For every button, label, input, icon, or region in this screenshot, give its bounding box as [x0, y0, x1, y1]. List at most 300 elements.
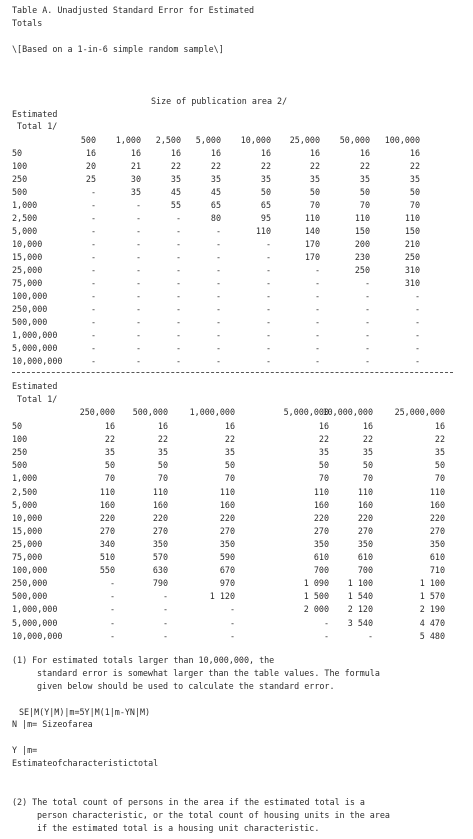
table-cell: - [135, 317, 141, 327]
table-cell: - [135, 304, 141, 314]
table-cell: - [175, 278, 181, 288]
table-cell: 25 [85, 174, 96, 184]
row-label: 250,000 [12, 578, 48, 589]
table-cell: 220 [99, 512, 115, 523]
table-cell: 210 [404, 239, 420, 249]
table-cell: 16 [224, 421, 235, 431]
row-label: 250 [12, 174, 28, 184]
column-header: 5,000 [195, 135, 221, 145]
table-cell: 170 [304, 239, 320, 249]
table-cell: 22 [362, 434, 373, 445]
column-header: 50,000 [339, 135, 370, 145]
row-label: 2,500 [12, 486, 38, 497]
footnote-1-line-1: (1) For estimated totals larger than 10,000,000, the [12, 655, 275, 665]
table-cell: 550 [99, 565, 115, 576]
table-cell: - [265, 343, 271, 353]
table-cell: - [414, 356, 420, 366]
table-cell: 70 [434, 473, 445, 484]
table-cell: 70 [224, 473, 235, 484]
table-cell: - [135, 278, 141, 288]
column-header: 10,000 [240, 135, 271, 145]
table-cell: 310 [404, 265, 420, 275]
table-cell: - [215, 330, 221, 340]
table-cell: 50 [362, 460, 373, 471]
table-cell: - [175, 265, 181, 275]
table-cell: - [414, 317, 420, 327]
table-cell: 50 [260, 187, 271, 197]
table-cell: 35 [359, 174, 370, 184]
table-cell: 630 [152, 565, 168, 576]
table-cell: 65 [260, 200, 271, 210]
row-label: 250 [12, 447, 28, 458]
table-cell: 45 [210, 187, 221, 197]
row-label: 15,000 [12, 252, 43, 262]
table-cell: 110 [255, 226, 271, 236]
table-cell: 22 [224, 434, 235, 445]
table-cell: 70 [362, 473, 373, 484]
table-cell: 270 [152, 525, 168, 536]
table-cell: 55 [170, 200, 181, 210]
table-cell: 270 [429, 525, 445, 536]
table-cell: - [314, 317, 320, 327]
table-cell: 50 [318, 460, 329, 471]
formula-line-3: Y |m= [12, 745, 38, 755]
table-cell: 16 [309, 148, 320, 158]
row-label: 25,000 [12, 538, 43, 549]
table-cell: 22 [170, 161, 181, 171]
table-cell: - [135, 252, 141, 262]
sample-basis-note: \[Based on a 1-in-6 simple random sample\] [12, 44, 224, 54]
table-cell: 1 100 [347, 578, 373, 589]
table-cell: 35 [130, 187, 141, 197]
table-cell: - [414, 291, 420, 301]
column-header: 100,000 [384, 135, 420, 145]
table-cell: 35 [157, 447, 168, 458]
table-cell: - [229, 630, 235, 641]
table-cell: 340 [99, 538, 115, 549]
table-cell: 70 [409, 200, 420, 210]
table-cell: - [314, 356, 320, 366]
table-cell: 110 [152, 486, 168, 497]
row-label: 1,000,000 [12, 330, 58, 340]
table-cell: 16 [434, 421, 445, 431]
table-cell: - [364, 317, 370, 327]
table-cell: - [90, 291, 96, 301]
table-cell: 160 [152, 499, 168, 510]
table-cell: - [109, 604, 115, 615]
table-cell: 1 120 [209, 591, 235, 602]
table-cell: - [162, 604, 168, 615]
table-cell: - [364, 304, 370, 314]
table-cell: - [265, 291, 271, 301]
table-cell: - [323, 617, 329, 628]
table-cell: 110 [404, 213, 420, 223]
row-label: 500 [12, 460, 28, 471]
table-cell: 230 [354, 252, 370, 262]
table-cell: - [314, 265, 320, 275]
table-cell: 220 [219, 512, 235, 523]
table-cell: 2 190 [419, 604, 445, 615]
table-cell: - [175, 343, 181, 353]
row-label: 100 [12, 434, 28, 445]
table-cell: 140 [304, 226, 320, 236]
row-label: 2,500 [12, 213, 38, 223]
table-cell: - [265, 330, 271, 340]
section-divider [12, 372, 453, 373]
table-cell: - [162, 617, 168, 628]
table-cell: 220 [429, 512, 445, 523]
column-header: 1,000,000 [189, 407, 235, 417]
table-cell: - [135, 226, 141, 236]
table-cell: 270 [99, 525, 115, 536]
footnote-2-line-2: person characteristic, or the total count of housing units in the area [37, 810, 390, 820]
table-cell: - [175, 226, 181, 236]
table-cell: - [215, 356, 221, 366]
table-cell: 16 [170, 148, 181, 158]
table-cell: - [364, 356, 370, 366]
table-cell: - [364, 278, 370, 288]
table-cell: 1 500 [303, 591, 329, 602]
table-cell: - [135, 265, 141, 275]
table-cell: - [162, 591, 168, 602]
table-cell: 970 [219, 578, 235, 589]
row-label: 10,000,000 [12, 630, 63, 641]
table-cell: 510 [99, 552, 115, 562]
table-cell: 16 [359, 148, 370, 158]
table-cell: - [215, 239, 221, 249]
table-cell: - [229, 617, 235, 628]
table-cell: 50 [409, 187, 420, 197]
table-cell: 16 [409, 148, 420, 158]
table-cell: - [135, 239, 141, 249]
table-cell: 570 [152, 552, 168, 562]
table-cell: 16 [210, 148, 221, 158]
table-cell: - [314, 291, 320, 301]
table-cell: 170 [304, 252, 320, 262]
column-header: 5,000,000 [283, 407, 329, 417]
table-cell: - [175, 304, 181, 314]
row-label: 5,000,000 [12, 343, 58, 353]
table-cell: 35 [104, 447, 115, 458]
table-cell: 4 470 [419, 617, 445, 628]
table-cell: 70 [318, 473, 329, 484]
row-label: 100,000 [12, 291, 48, 301]
table-cell: 610 [357, 552, 373, 562]
table-cell: 22 [260, 161, 271, 171]
table-cell: 160 [429, 499, 445, 510]
table-cell: - [314, 278, 320, 288]
table-cell: 16 [157, 421, 168, 431]
table-cell: 5 480 [419, 630, 445, 641]
table-cell: - [90, 187, 96, 197]
table-cell: 350 [313, 538, 329, 549]
table-cell: 110 [357, 486, 373, 497]
formula-line-4: Estimateofcharacteristictotal [12, 758, 159, 768]
table-cell: 16 [130, 148, 141, 158]
table-cell: 1 100 [419, 578, 445, 589]
formula-line-1: SE|M(Y|M)|m=5Y|M(1|m-YN|M) [19, 707, 151, 717]
column-header: 2,500 [155, 135, 181, 145]
column-header: 10,000,000 [322, 407, 373, 417]
table-title-line-2: Totals [12, 18, 43, 28]
table-cell: 1 540 [347, 591, 373, 602]
table-cell: 160 [99, 499, 115, 510]
table-cell: - [135, 213, 141, 223]
table-cell: - [90, 265, 96, 275]
table-title-line-1: Table A. Unadjusted Standard Error for Estimated [12, 5, 255, 15]
estimated-total-label-2: Total 1/ [17, 121, 58, 131]
table-cell: 350 [429, 538, 445, 549]
table-cell: 2 120 [347, 604, 373, 615]
table-cell: - [265, 356, 271, 366]
table-cell: 160 [219, 499, 235, 510]
table-cell: 270 [357, 525, 373, 536]
table-cell: - [90, 252, 96, 262]
table-cell: 30 [130, 174, 141, 184]
table-cell: 35 [260, 174, 271, 184]
table-cell: - [265, 252, 271, 262]
table-cell: 350 [219, 538, 235, 549]
table-cell: - [215, 226, 221, 236]
table-cell: 95 [260, 213, 271, 223]
table-cell: 790 [152, 578, 168, 589]
table-cell: 16 [104, 421, 115, 431]
table-cell: 250 [354, 265, 370, 275]
table-cell: 150 [404, 226, 420, 236]
row-label: 10,000 [12, 239, 43, 249]
table-cell: - [90, 239, 96, 249]
table-cell: - [364, 330, 370, 340]
table-cell: - [135, 343, 141, 353]
table-cell: 150 [354, 226, 370, 236]
row-label: 500,000 [12, 591, 48, 602]
column-header: 250,000 [79, 407, 115, 417]
column-header: 500,000 [132, 407, 168, 417]
table-cell: 350 [357, 538, 373, 549]
table-cell: 70 [309, 200, 320, 210]
table-cell: 35 [210, 174, 221, 184]
table-cell: 270 [313, 525, 329, 536]
table-cell: - [215, 265, 221, 275]
table-cell: - [135, 356, 141, 366]
row-label: 250,000 [12, 304, 48, 314]
table-cell: - [90, 200, 96, 210]
table-cell: - [414, 330, 420, 340]
table-cell: 200 [354, 239, 370, 249]
table-cell: 16 [318, 421, 329, 431]
column-header: 25,000,000 [394, 407, 445, 417]
row-label: 25,000 [12, 265, 43, 275]
table-cell: - [90, 317, 96, 327]
table-cell: - [265, 317, 271, 327]
table-cell: 220 [152, 512, 168, 523]
table-cell: 70 [104, 473, 115, 484]
table-cell: 22 [309, 161, 320, 171]
footnote-1-line-3: given below should be used to calculate the standard error. [37, 681, 335, 691]
table-cell: 110 [354, 213, 370, 223]
table-cell: 700 [357, 565, 373, 576]
table-cell: 16 [362, 421, 373, 431]
table-cell: 35 [309, 174, 320, 184]
table-cell: 22 [210, 161, 221, 171]
row-label: 100,000 [12, 565, 48, 576]
row-label: 15,000 [12, 525, 43, 536]
row-label: 500,000 [12, 317, 48, 327]
column-header: 500 [80, 135, 96, 145]
row-label: 10,000 [12, 512, 43, 523]
table-cell: 80 [210, 213, 221, 223]
table-cell: - [215, 317, 221, 327]
table-cell: 160 [357, 499, 373, 510]
table-cell: - [414, 304, 420, 314]
table-cell: 110 [429, 486, 445, 497]
row-label: 50 [12, 148, 23, 158]
table-cell: 110 [304, 213, 320, 223]
row-label: 75,000 [12, 552, 43, 562]
table-cell: 21 [130, 161, 141, 171]
table-cell: 45 [170, 187, 181, 197]
row-label: 50 [12, 421, 23, 431]
estimated-total-label-second: Estimated [12, 381, 58, 391]
table-cell: 22 [434, 434, 445, 445]
table-cell: - [364, 343, 370, 353]
table-cell: 22 [359, 161, 370, 171]
size-of-area-header: Size of publication area 2/ [151, 96, 288, 106]
table-cell: - [135, 291, 141, 301]
table-cell: - [162, 630, 168, 641]
table-cell: 16 [260, 148, 271, 158]
table-cell: 22 [157, 434, 168, 445]
table-cell: 50 [309, 187, 320, 197]
table-cell: 35 [409, 174, 420, 184]
table-cell: 700 [313, 565, 329, 576]
table-cell: 70 [359, 200, 370, 210]
table-cell: 670 [219, 565, 235, 576]
table-cell: 50 [224, 460, 235, 471]
table-cell: 70 [157, 473, 168, 484]
table-cell: - [367, 630, 373, 641]
table-cell: - [90, 343, 96, 353]
table-cell: - [265, 304, 271, 314]
table-cell: 220 [357, 512, 373, 523]
table-cell: - [175, 213, 181, 223]
table-cell: - [215, 343, 221, 353]
table-cell: - [90, 213, 96, 223]
table-cell: - [175, 252, 181, 262]
table-cell: 270 [219, 525, 235, 536]
estimated-total-label: Estimated [12, 109, 58, 119]
table-cell: 20 [85, 161, 96, 171]
table-cell: 610 [429, 552, 445, 562]
table-cell: 1 570 [419, 591, 445, 602]
table-cell: 22 [104, 434, 115, 445]
table-cell: - [90, 356, 96, 366]
table-cell: 3 540 [347, 617, 373, 628]
table-cell: - [215, 304, 221, 314]
column-header: 1,000 [115, 135, 141, 145]
table-cell: 220 [313, 512, 329, 523]
row-label: 5,000 [12, 499, 38, 510]
table-cell: 1 090 [303, 578, 329, 589]
table-cell: - [314, 343, 320, 353]
table-cell: 350 [152, 538, 168, 549]
table-cell: 22 [318, 434, 329, 445]
table-cell: - [175, 291, 181, 301]
table-cell: - [90, 330, 96, 340]
table-cell: 35 [362, 447, 373, 458]
row-label: 1,000,000 [12, 604, 58, 615]
table-cell: - [215, 291, 221, 301]
table-cell: 65 [210, 200, 221, 210]
table-cell: - [323, 630, 329, 641]
table-cell: - [90, 278, 96, 288]
row-label: 1,000 [12, 200, 38, 210]
table-cell: - [414, 343, 420, 353]
row-label: 5,000 [12, 226, 38, 236]
table-cell: 310 [404, 278, 420, 288]
table-cell: 710 [429, 565, 445, 576]
footnote-1-line-2: standard error is somewhat larger than the table values. The formula [37, 668, 380, 678]
table-cell: 110 [219, 486, 235, 497]
row-label: 5,000,000 [12, 617, 58, 628]
table-cell: - [314, 304, 320, 314]
table-cell: 16 [85, 148, 96, 158]
row-label: 75,000 [12, 278, 43, 288]
footnote-2-line-3: if the estimated total is a housing unit characteristic. [37, 823, 320, 833]
table-cell: 250 [404, 252, 420, 262]
table-cell: 160 [313, 499, 329, 510]
row-label: 1,000 [12, 473, 38, 484]
table-cell: - [109, 578, 115, 589]
table-cell: - [314, 330, 320, 340]
table-cell: - [175, 356, 181, 366]
table-cell: - [265, 239, 271, 249]
table-cell: 50 [359, 187, 370, 197]
formula-line-2: N |m= Sizeofarea [12, 719, 93, 729]
table-cell: - [175, 317, 181, 327]
table-cell: - [175, 239, 181, 249]
table-cell: - [364, 291, 370, 301]
table-cell: 610 [313, 552, 329, 562]
table-cell: 50 [157, 460, 168, 471]
table-cell: 50 [104, 460, 115, 471]
table-cell: - [265, 278, 271, 288]
table-cell: 2 000 [303, 604, 329, 615]
column-header: 25,000 [289, 135, 320, 145]
row-label: 10,000,000 [12, 356, 63, 366]
table-cell: 22 [409, 161, 420, 171]
table-cell: - [90, 226, 96, 236]
table-cell: - [135, 330, 141, 340]
table-cell: 50 [434, 460, 445, 471]
row-label: 500 [12, 187, 28, 197]
table-cell: 110 [99, 486, 115, 497]
estimated-total-label-second-2: Total 1/ [17, 394, 58, 404]
table-cell: - [109, 630, 115, 641]
table-cell: 35 [434, 447, 445, 458]
table-cell: - [175, 330, 181, 340]
table-cell: 590 [219, 552, 235, 562]
table-cell: - [90, 304, 96, 314]
table-cell: - [109, 591, 115, 602]
table-cell: - [215, 252, 221, 262]
table-cell: - [265, 265, 271, 275]
row-label: 100 [12, 161, 28, 171]
table-cell: 110 [313, 486, 329, 497]
footnote-2-line-1: (2) The total count of persons in the area if the estimated total is a [12, 797, 365, 807]
table-cell: 35 [318, 447, 329, 458]
table-cell: - [229, 604, 235, 615]
